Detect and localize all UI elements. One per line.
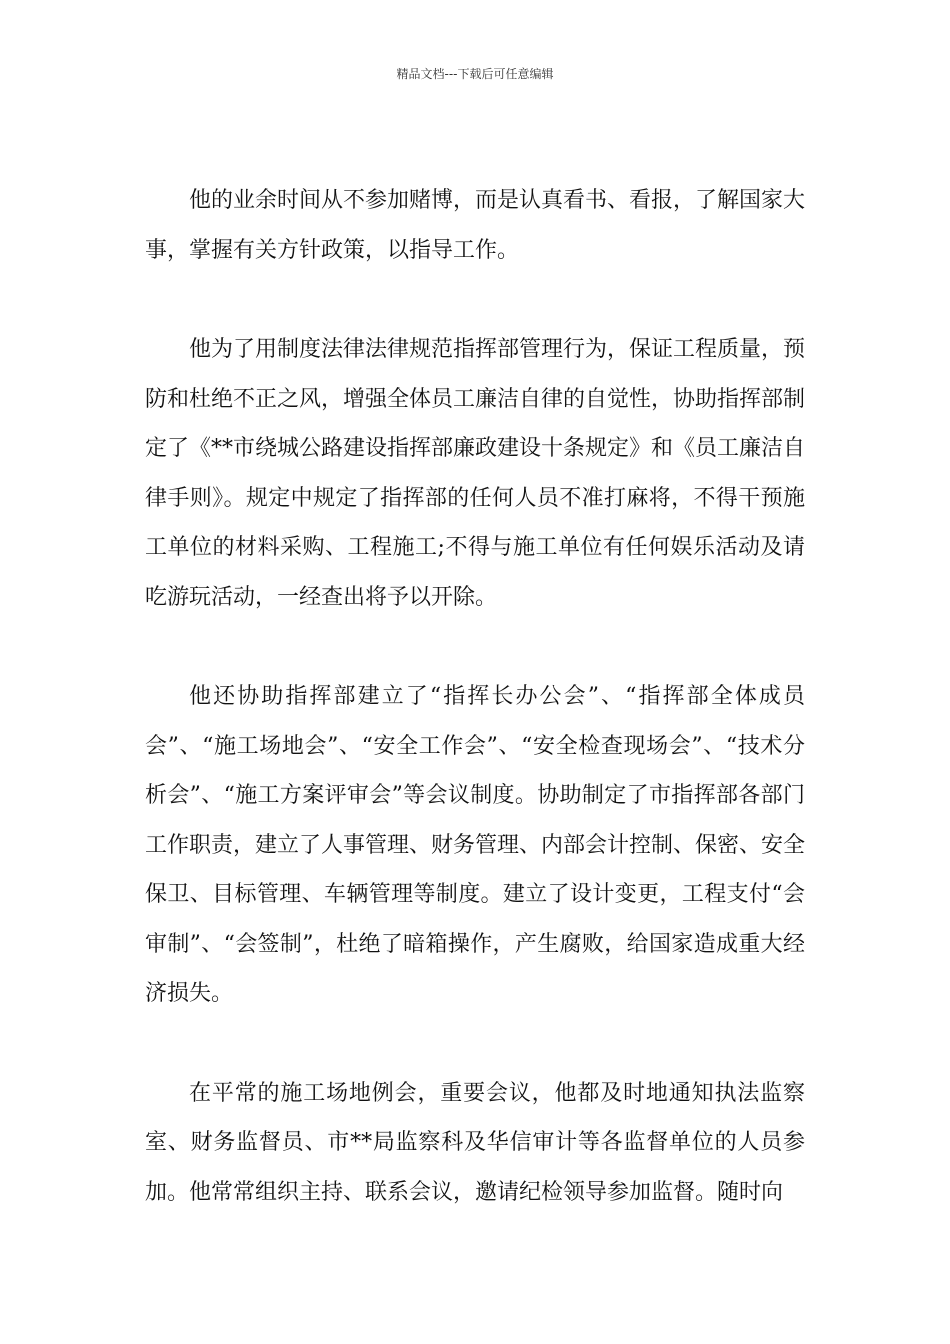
paragraph-4: 在平常的施工场地例会，重要会议，他都及时地通知执法监察室、财务监督员、市**局监察科及华信审计等各监督单位的人员参加。他常常组织主持、联系会议，邀请纪检领导参加监督。随时向 [145, 1080, 805, 1205]
page-header: 精品文档---下载后可任意编辑 [396, 67, 554, 81]
paragraph-1: 他的业余时间从不参加赌博，而是认真看书、看报，了解国家大事，掌握有关方针政策，以指导工作。 [145, 188, 806, 263]
document-body [145, 176, 805, 1217]
paragraph-3: 他还协助指挥部建立了“指挥长办公会”、“指挥部全体成员会”、“施工场地会”、“安全工作会”、“安全检查现场会”、“技术分析会”、“施工方案评审会”等会议制度。协助制定了市指挥部各部门工作职责，建立了人事管理、财务管理、内部会计控制、保密、安全保卫、目标管理、车辆管理等制度。建立了设计变更，工程支付“会审制”、“会签制”，杜绝了暗箱操作，产生腐败，给国家造成重大经济损失。 [145, 684, 806, 1006]
paragraph-2: 他为了用制度法律法律规范指挥部管理行为，保证工程质量，预防和杜绝不正之风，增强全体员工廉洁自律的自觉性，协助指挥部制定了《**市绕城公路建设指挥部廉政建设十条规定》和《员工廉洁自律手则》。规定中规定了指挥部的任何人员不准打麻将，不得干预施工单位的材料采购、工程施工;不得与施工单位有任何娱乐活动及请吃游玩活动，一经查出将予以开除。 [145, 337, 806, 610]
